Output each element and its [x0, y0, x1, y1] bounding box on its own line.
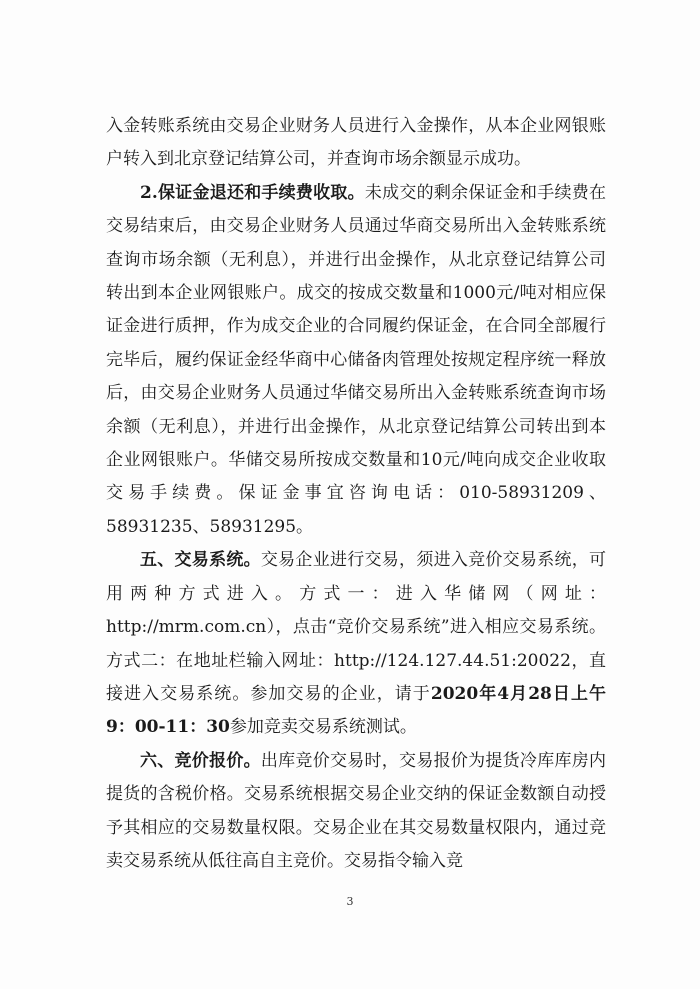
paragraph-text: 参加竞卖交易系统测试。 — [229, 717, 417, 738]
paragraph-text: 未成交的剩余保证金和手续费在交易结束后，由交易企业财务人员通过华商交易所出入金转账系统查询市场余额（无利息），并进行出金操作，从北京登记结算公司转出到本企业网银账户。成交的按成交数量和1000元/吨对相应保证金进行质押，作为成交企业的合同履约保证金，在合同全部履行完毕后，履约保证金经华商中心储备肉管理处按规定程序统一释放后，由交易企业财务人员通过华储交易所出入金转账系统查询市场余额（无利息），并进行出金操作，从北京登记结算公司转出到本企业网银账户。华储交易所按成交数量和10元/吨向成交企业收取交易手续费。保证金事宜咨询电话：010-58931209、58931235、58931295。 — [106, 182, 606, 537]
paragraph-bidding — [106, 745, 606, 879]
test-date-emphasis: 2020年4月28日上午9：00-11：30 — [106, 683, 606, 738]
paragraph-heading: 2.保证金退还和手续费收取。 — [140, 182, 365, 203]
paragraph-heading: 六、竞价报价。 — [140, 750, 261, 771]
page-number: 3 — [346, 895, 354, 908]
paragraph-text: 交易企业进行交易，须进入竞价交易系统，可用两种方式进入。方式一：进入华储网（网址：http://mrm.com.cn），点击“竞价交易系统”进入相应交易系统。方式二：在地址栏输入网址：http://124.127.44.51:20022，直接进入交易系统。参加交易的企业，请于 — [106, 550, 607, 704]
paragraph-heading: 五、交易系统。 — [140, 550, 261, 571]
document-body — [106, 110, 606, 878]
paragraph-text: 出库竞价交易时，交易报价为提货冷库库房内提货的含税价格。交易系统根据交易企业交纳的保证金数额自动授予其相应的交易数量权限。交易企业在其交易数量权限内，通过竞卖交易系统从低往高自主竞价。交易指令输入竞 — [106, 750, 607, 871]
paragraph-text: 入金转账系统由交易企业财务人员进行入金操作，从本企业网银账户转入到北京登记结算公司，并查询市场余额显示成功。 — [106, 116, 606, 170]
paragraph-continuation — [106, 110, 606, 177]
paragraph-trading-system — [106, 544, 606, 744]
paragraph-deposit-refund — [106, 177, 606, 544]
